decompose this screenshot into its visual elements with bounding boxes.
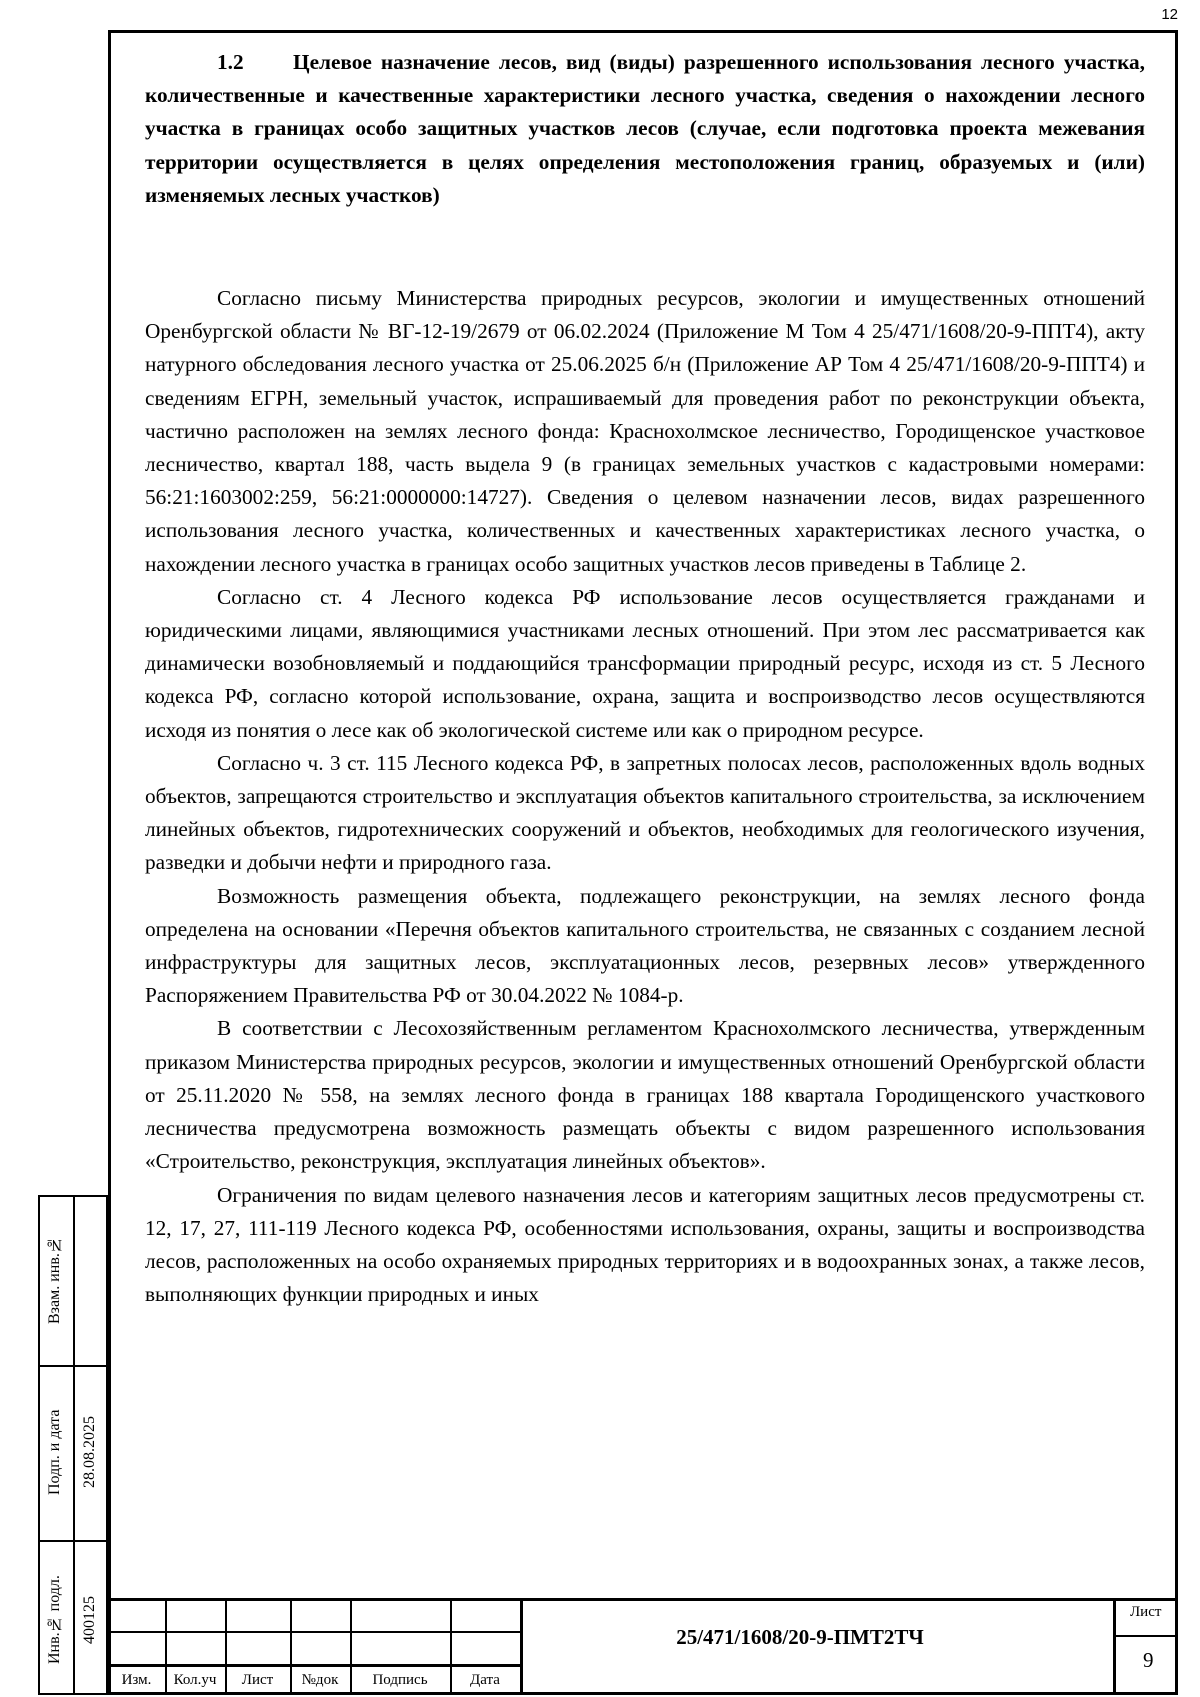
paragraph-5: В соответствии с Лесохозяйственным регламентом Краснохолмского лесничества, утвержденным приказом Министерства природных ресурсов, экологии и имущественных отношений Оренбургской области от 25.11.2020 № 558, на землях лесного фонда в границах 188 квартала Городищенского участкового лесничества предусмотрена возможность размещать объекты с видом разрешенного использования «Строительство, реконструкция, эксплуатация линейных объектов». xyxy=(145,1016,1145,1174)
section-heading xyxy=(145,46,1145,212)
col-kol-uch: Кол.уч xyxy=(173,1672,217,1688)
page-number: 12 xyxy=(1161,6,1178,23)
vzam-inv-label: Взам. инв.№ xyxy=(46,1236,63,1324)
sheet-number: 9 xyxy=(1143,1648,1154,1672)
paragraph-2: Согласно ст. 4 Лесного кодекса РФ использование лесов осуществляется гражданами и юридическими лицами, являющимися участниками лесных отношений. При этом лес рассматривается как динамически возобновляемый и поддающийся трансформации природный ресурс, исходя из ст. 5 Лесного кодекса РФ, согласно которой использование, охрана, защита и воспроизводство лесов осуществляются исходя из понятия о лесе как об экологической системе или как о природном ресурсе. xyxy=(145,584,1145,742)
document-body xyxy=(145,46,1145,1311)
document-code: 25/471/1608/20-9-ПМТ2ТЧ xyxy=(676,1625,924,1649)
paragraph-6: Ограничения по видам целевого назначения лесов и категориям защитных лесов предусмотрены ст. 12, 17, 27, 111-119 Лесного кодекса РФ, особенностями использования, охраны, защиты и воспроизводства лесов, расположенных на особо охраняемых природных территориях и в водоохранных зонах, а также лесов, выполняющих функции природных и иных xyxy=(145,1182,1145,1307)
sheet-label: Лист xyxy=(1130,1604,1162,1620)
inv-number: 400125 xyxy=(81,1596,98,1644)
section-number: 1.2 xyxy=(217,50,244,74)
signature-date: 28.08.2025 xyxy=(81,1416,98,1489)
paragraph-3: Согласно ч. 3 ст. 115 Лесного кодекса РФ, в запретных полосах лесов, расположенных вдоль водных объектов, запрещаются строительство и эксплуатация объектов капитального строительства, за исключением линейных объектов, гидротехнических сооружений и объектов, необходимых для геологического изучения, разведки и добычи нефти и природного газа. xyxy=(145,750,1145,875)
col-izm: Изм. xyxy=(121,1672,152,1688)
paragraph-1: Согласно письму Министерства природных ресурсов, экологии и имущественных отношений Оренбургской области № ВГ-12-19/2679 от 06.02.2024 (Приложение М Том 4 25/471/1608/20-9-ППТ4), акту натурного обследования лесного участка от 25.06.2025 б/н (Приложение АР Том 4 25/471/1608/20-9-ППТ4) и сведениям ЕГРН, земельный участок, испрашиваемый для проведения работ по реконструкции объекта, частично расположен на землях лесного фонда: Краснохолмское лесничество, Городищенское участковое лесничество, квартал 188, часть выдела 9 (в границах земельных участков с кадастровыми номерами: 56:21:1603002:259, 56:21:0000000:14727). Сведения о целевом назначении лесов, видах разрешенного использования лесного участка, количественных и качественных характеристиках лесного участка, о нахождении лесного участка в границах особо защитных участков лесов приведены в Таблице 2. xyxy=(145,286,1145,576)
paragraph-4: Возможность размещения объекта, подлежащего реконструкции, на землях лесного фонда определена на основании «Перечня объектов капитального строительства, не связанных с созданием лесной инфраструктуры для защитных лесов, эксплуатационных лесов, резервных лесов» утвержденного Распоряжением Правительства РФ от 30.04.2022 № 1084-р. xyxy=(145,883,1145,1008)
section-title: Целевое назначение лесов, вид (виды) разрешенного использования лесного участка, количественные и качественные характеристики лесного участка, сведения о нахождении лесного участка в границах особо защитных участков лесов (случае, если подготовка проекта межевания территории осуществляется в целях определения местоположения границ, образуемых и (или) изменяемых лесных участков) xyxy=(145,50,1145,207)
inv-podl-label: Инв.№ подл. xyxy=(46,1575,63,1665)
col-list: Лист xyxy=(241,1672,274,1688)
col-podpis: Подпись xyxy=(372,1672,428,1688)
col-ndok: №док xyxy=(301,1672,339,1688)
col-data: Дата xyxy=(470,1672,500,1688)
podp-data-label: Подп. и дата xyxy=(46,1409,63,1496)
side-stamp xyxy=(38,1195,108,1695)
